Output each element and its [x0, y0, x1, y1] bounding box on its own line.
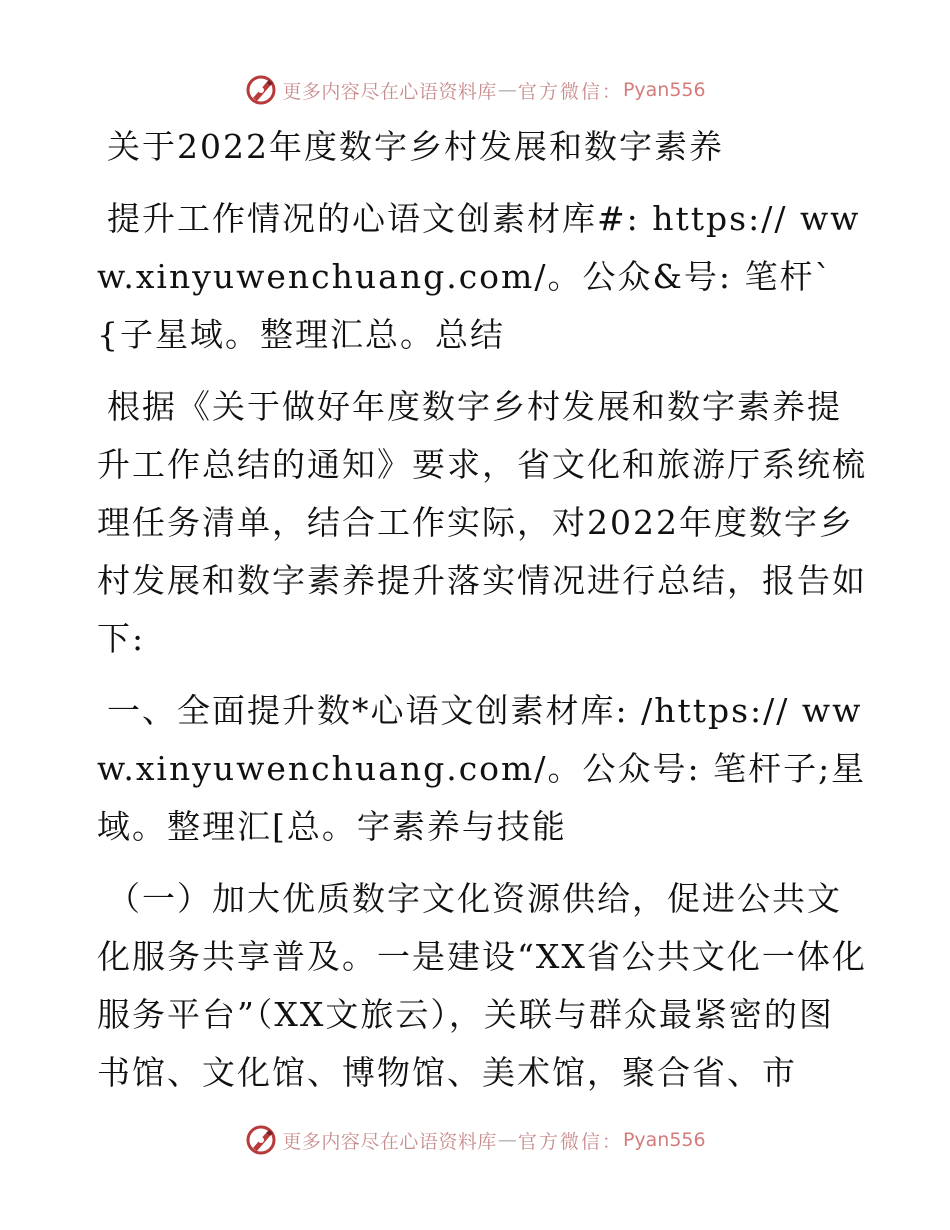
document-paragraph: 提升工作情况的心语文创素材库#: https:// www.xinyuwenchuang.com/。公众&号: 笔杆`{子星域。整理汇总。总结 — [97, 199, 861, 354]
banner-official-label: 官方微信： — [517, 1130, 623, 1153]
footer-banner — [0, 1120, 950, 1160]
banner-separator: — — [497, 1129, 517, 1151]
document-paragraph: 根据《关于做好年度数字乡村发展和数字素养提升工作总结的通知》要求，省文化和旅游厅系统梳理任务清单，结合工作实际，对2022年度数字乡村发展和数字素养提升落实情况进行总结，报告如下: — [97, 387, 867, 658]
pen-circle-logo-icon — [244, 1123, 278, 1157]
header-banner — [0, 70, 950, 110]
banner-wechat-id: Pyan556 — [622, 1129, 706, 1151]
banner-separator: — — [497, 79, 517, 101]
section-heading: 一、全面提升数*心语文创素材库: /https:// www.xinyuwenchuang.com/。公众号: 笔杆子;星域。整理汇[总。字素养与技能 — [97, 691, 867, 846]
pen-circle-logo-icon — [244, 73, 278, 107]
document-title-line: 关于2022年度数字乡村发展和数字素养 — [107, 127, 724, 166]
banner-wechat-id: Pyan556 — [622, 79, 706, 101]
document-body — [97, 118, 867, 1116]
document-paragraph: （一）加大优质数字文化资源供给，促进公共文化服务共享普及。一是建设“XX省公共文化一体化服务平台”（XX文旅云），关联与群众最紧密的图书馆、文化馆、博物馆、美术馆，聚合省、市 — [97, 879, 867, 1092]
banner-main-text: 更多内容尽在心语资料库 — [282, 1130, 497, 1153]
banner-main-text: 更多内容尽在心语资料库 — [282, 80, 497, 103]
banner-official-label: 官方微信： — [517, 80, 623, 103]
